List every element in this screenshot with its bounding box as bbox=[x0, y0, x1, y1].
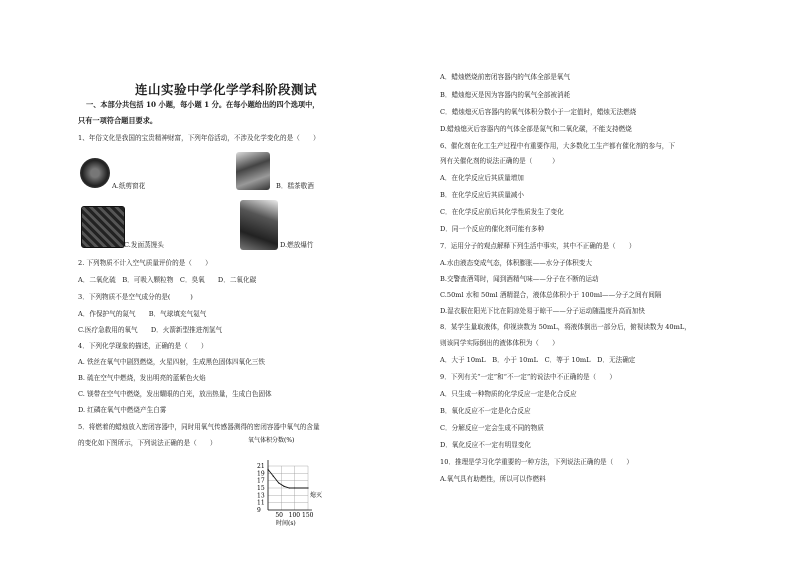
question-6-line2: 列有关催化剂的说法正确的是（ ） bbox=[440, 157, 559, 165]
q8-options: A．大于 10mL B．小于 10mL C．等于 10mL D．无法确定 bbox=[440, 356, 636, 364]
q6-option-c: C．在化学反应前后其化学性质发生了变化 bbox=[440, 208, 564, 216]
question-1: 1、年俗文化是我国的宝贵精神财富，下列年俗活动，不涉及化学变化的是（ ） bbox=[78, 134, 320, 142]
q10-option-a: A.氧气具有助燃性，所以可以作燃料 bbox=[440, 475, 546, 483]
q3-options-ab: A．作保护气的氮气 B．气球填充气氦气 bbox=[78, 310, 207, 318]
section-intro-line2: 只有一项符合题目要求。 bbox=[78, 116, 158, 125]
question-8-line1: 8．某学生量取液体，仰视读数为 50mL，将液体倒出一部分后，俯视读数为 40mL， bbox=[440, 323, 691, 331]
chart-x-tick: 100 bbox=[288, 512, 301, 519]
chart-point bbox=[267, 469, 268, 470]
q9-option-d: D．氧化反应不一定有明显变化 bbox=[440, 441, 532, 449]
q6-option-a: A．在化学反应后其质量增加 bbox=[440, 174, 524, 182]
chart-x-label: 时间(s) bbox=[276, 520, 296, 527]
chart-point bbox=[307, 487, 308, 488]
chart-y-tick: 19 bbox=[257, 470, 265, 478]
q4-option-a: A. 铁丝在氧气中剧烈燃烧，火星四射，生成黑色固体四氧化三铁 bbox=[78, 358, 265, 366]
question-8-line2: 则该同学实际倒出的液体体积为（ ） bbox=[440, 339, 559, 347]
chart-point bbox=[289, 487, 290, 488]
chart-y-tick: 17 bbox=[257, 477, 265, 485]
q5-option-b: B．蜡烛熄灭是因为容器内的氧气全部被消耗 bbox=[440, 91, 571, 99]
question-3: 3．下列物质不是空气成分的是( ) bbox=[78, 293, 193, 301]
oxygen-chart-svg bbox=[248, 437, 328, 535]
paper-cutting-image bbox=[80, 158, 110, 188]
question-4: 4．下列化学现象的描述，正确的是（ ） bbox=[78, 342, 208, 350]
page-title: 连山实验中学化学学科阶段测试 bbox=[135, 82, 318, 97]
chart-series-line bbox=[268, 469, 308, 488]
firecracker-image bbox=[240, 200, 278, 250]
q1-option-c: C.发面蒸馒头 bbox=[124, 241, 164, 249]
q9-option-b: B．氧化反应不一定是化合反应 bbox=[440, 407, 531, 415]
q5-option-c: C．蜡烛熄灭后容器内的氧气体积分数小于一定值时，蜡烛无法燃烧 bbox=[440, 108, 637, 116]
chart-annotation: 熄灭 bbox=[310, 492, 323, 499]
q7-option-c: C.50ml 水和 50ml 酒精混合，液体总体积小于 100ml——分子之间有间隔 bbox=[440, 291, 662, 299]
chart-x-tick: 50 bbox=[275, 512, 283, 519]
offering-tea-image bbox=[236, 152, 270, 190]
q1-option-b: B．糕茶敬酒 bbox=[276, 182, 314, 190]
q1-option-a: A.纸剪窗花 bbox=[112, 182, 146, 190]
chart-y-tick: 15 bbox=[257, 485, 265, 492]
q6-option-b: B．在化学反应后其质量减小 bbox=[440, 191, 524, 199]
q9-option-a: A．只生成一种物质的化学反应一定是化合反应 bbox=[440, 390, 577, 398]
question-10: 10．推理是学习化学重要的一种方法，下列说法正确的是（ ） bbox=[440, 458, 634, 466]
question-6-line1: 6、催化剂在化工生产过程中有重要作用，大多数化工生产都有催化剂的参与，下 bbox=[440, 142, 675, 150]
question-5-line2: 的变化如下图所示，下列说法正确的是（ ） bbox=[78, 439, 217, 447]
chart-y-label: 氧气体积分数(%) bbox=[248, 437, 295, 444]
chart-y-tick: 9 bbox=[257, 507, 261, 514]
oxygen-chart bbox=[248, 437, 328, 530]
chart-point bbox=[294, 487, 295, 488]
q3-options-cd: C.医疗急救用的氧气 D．火箭新型推进剂氢气 bbox=[78, 326, 223, 334]
chart-y-tick: 21 bbox=[257, 463, 265, 470]
question-9: 9．下列有关“一定”和“不一定”的说法中不正确的是（ ） bbox=[440, 373, 616, 381]
q7-option-b: B.交警查酒驾时，闻到酒精气味——分子在不断的运动 bbox=[440, 275, 599, 283]
q4-option-d: D. 红磷在氧气中燃烧产生白雾 bbox=[78, 406, 167, 414]
q4-option-c: C. 镁带在空气中燃烧，发出耀眼的白光，放出热量，生成白色固体 bbox=[78, 390, 272, 398]
q2-options: A．二氧化硫 B．可吸入颗粒物 C．臭氧 D．二氧化碳 bbox=[78, 276, 257, 284]
chart-y-tick: 11 bbox=[257, 499, 265, 507]
chart-y-tick: 13 bbox=[257, 492, 265, 500]
chart-point bbox=[278, 482, 279, 483]
question-5-line1: 5．将燃着的蜡烛放入密闭容器中，同时用氧气传感器测得的密闭容器中氧气的含量 bbox=[78, 423, 320, 431]
q6-option-d: D．同一个反应的催化剂可能有多种 bbox=[440, 225, 545, 233]
q7-option-a: A.水由液态变成气态，体积膨胀——水分子体积变大 bbox=[440, 259, 592, 267]
steamed-bun-image bbox=[81, 206, 125, 248]
chart-point bbox=[273, 476, 274, 477]
question-2: 2. 下列物质不计入空气质量评价的是（ ） bbox=[78, 259, 212, 267]
q1-option-d: D.燃放爆竹 bbox=[280, 241, 314, 249]
chart-point bbox=[283, 486, 284, 487]
chart-x-tick: 150 bbox=[302, 512, 314, 519]
question-7: 7．运用分子的观点解释下列生活中事实，其中不正确的是（ ） bbox=[440, 242, 636, 250]
q7-option-d: D.湿衣服在阳光下比在阴凉处易于晾干——分子运动随温度升高而加快 bbox=[440, 307, 645, 315]
q5-option-a: A．蜡烛燃烧前密闭容器内的气体全部是氧气 bbox=[440, 73, 571, 81]
q4-option-b: B. 硫在空气中燃烧，发出明亮的蓝紫色火焰 bbox=[78, 374, 206, 382]
q5-option-d: D.蜡烛熄灭后容器内的气体全部是氮气和二氧化碳，不能支持燃烧 bbox=[440, 125, 632, 133]
q9-option-c: C．分解反应一定会生成不同的物质 bbox=[440, 424, 544, 432]
section-intro-line1: 一、本部分共包括 10 小题，每小题 1 分。在每小题给出的四个选项中， bbox=[86, 100, 320, 109]
